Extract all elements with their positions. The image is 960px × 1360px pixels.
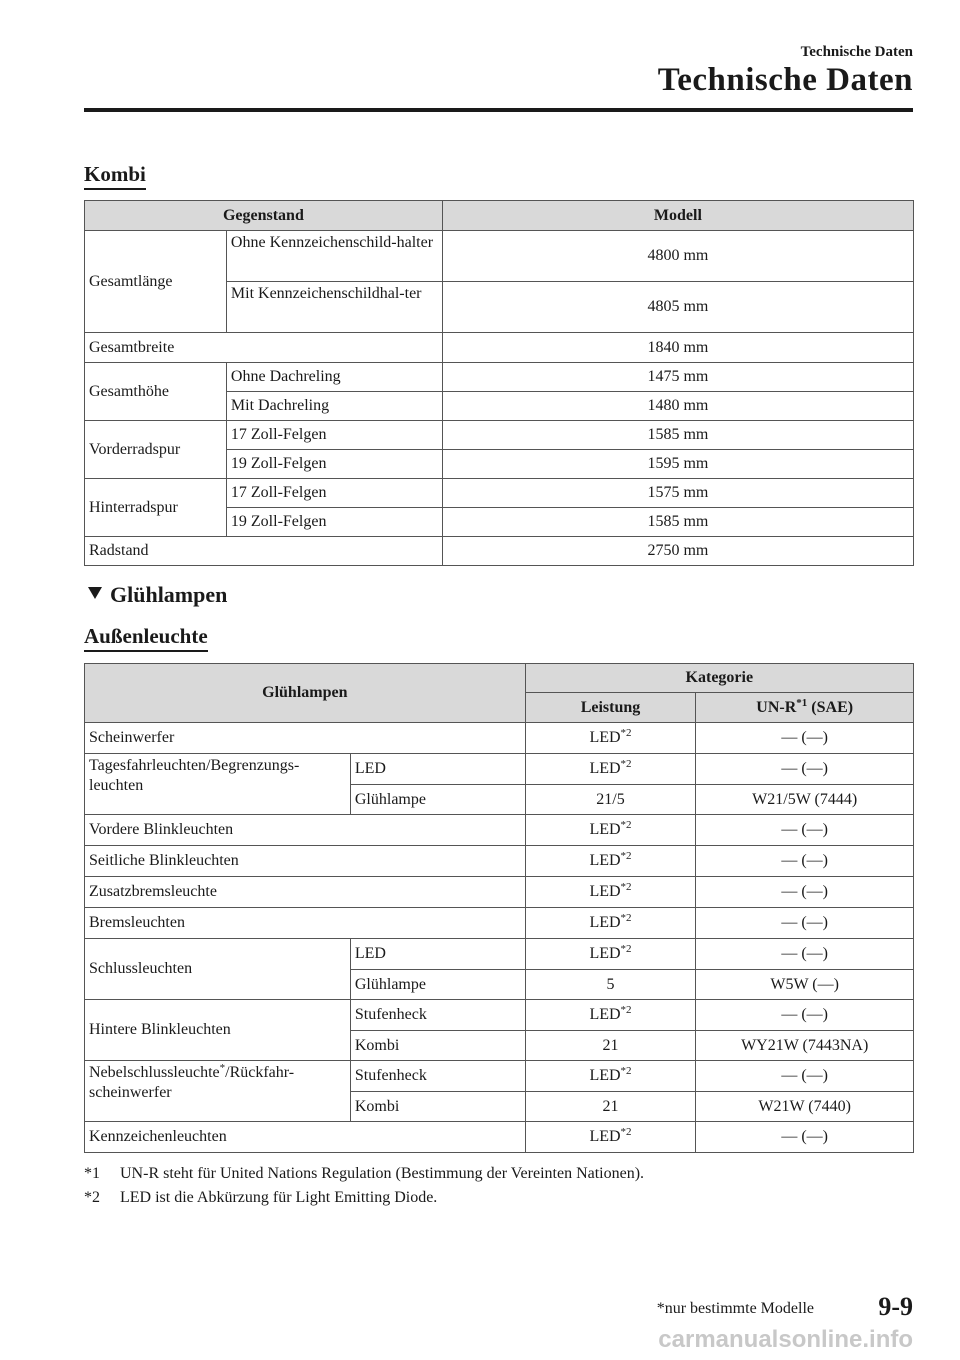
col-header-bulbs: Glühlampen xyxy=(85,664,526,723)
row-value: 1585 mm xyxy=(442,421,913,450)
watermark: carmanualsonline.info xyxy=(658,1326,913,1353)
table-row xyxy=(85,723,914,754)
lamp-power: 21 xyxy=(525,1031,696,1061)
table-row xyxy=(85,421,914,450)
row-value: 1840 mm xyxy=(442,333,913,363)
header-section-label: Technische Daten xyxy=(800,44,913,60)
col-header-unr xyxy=(696,693,914,723)
row-sublabel: Mit Kennzeichenschildhal-ter xyxy=(226,282,442,333)
footnote-ref: *2 xyxy=(620,1126,632,1138)
led-text: LED xyxy=(589,914,621,931)
lamp-unr: — (—) xyxy=(696,754,914,785)
lamp-name: Tagesfahrleuchten/Begrenzungs-leuchten xyxy=(85,754,351,815)
row-value: 1575 mm xyxy=(442,479,913,508)
lamp-variant: Stufenheck xyxy=(350,1000,525,1031)
lamp-variant: Kombi xyxy=(350,1092,525,1122)
footnote-ref: *2 xyxy=(620,1004,632,1016)
lamp-variant: Kombi xyxy=(350,1031,525,1061)
row-sublabel: Ohne Dachreling xyxy=(226,363,442,392)
lamp-name: Scheinwerfer xyxy=(85,723,526,754)
lamp-variant: Glühlampe xyxy=(350,785,525,815)
lamp-power xyxy=(525,723,696,754)
sae-label: (SAE) xyxy=(807,698,854,716)
footnote-ref: *2 xyxy=(620,758,632,770)
lamp-power xyxy=(525,939,696,970)
led-text: LED xyxy=(589,760,621,777)
dimensions-table xyxy=(84,200,914,566)
row-sublabel: Ohne Kennzeichenschild-halter xyxy=(226,231,442,282)
row-sublabel: 17 Zoll-Felgen xyxy=(226,479,442,508)
footnote-ref: *2 xyxy=(620,850,632,862)
row-value: 1585 mm xyxy=(442,508,913,537)
row-value: 1475 mm xyxy=(442,363,913,392)
lamp-power xyxy=(525,877,696,908)
row-value: 4800 mm xyxy=(442,231,913,282)
led-text: LED xyxy=(589,945,621,962)
lamp-unr: W5W (―) xyxy=(696,970,914,1000)
triangle-down-icon xyxy=(88,587,102,599)
table-row xyxy=(85,1061,914,1092)
lamp-power: 21/5 xyxy=(525,785,696,815)
lamp-name: Seitliche Blinkleuchten xyxy=(85,846,526,877)
table-row xyxy=(85,1122,914,1153)
lamp-name-part: Nebelschlussleuchte xyxy=(89,1064,220,1081)
footnote-text: LED ist die Abkürzung für Light Emitting Diode. xyxy=(120,1189,438,1206)
row-value: 2750 mm xyxy=(442,537,913,566)
footnote-mark: *1 xyxy=(84,1165,100,1182)
row-sublabel: 17 Zoll-Felgen xyxy=(226,421,442,450)
lamp-unr: W21/5W (7444) xyxy=(696,785,914,815)
row-value: 4805 mm xyxy=(442,282,913,333)
footnote-ref: *2 xyxy=(620,1065,632,1077)
col-header-category: Kategorie xyxy=(525,664,913,693)
lamp-unr: — (—) xyxy=(696,939,914,970)
led-text: LED xyxy=(589,883,621,900)
exterior-bulbs-table xyxy=(84,663,914,1153)
bulbs-heading xyxy=(88,582,227,608)
row-label: Hinterradspur xyxy=(85,479,227,537)
row-label: Vorderradspur xyxy=(85,421,227,479)
section-title-exterior: Außenleuchte xyxy=(84,624,208,652)
led-text: LED xyxy=(589,1006,621,1023)
lamp-power xyxy=(525,846,696,877)
table-row xyxy=(85,908,914,939)
table-row xyxy=(85,479,914,508)
col-header-item: Gegenstand xyxy=(85,201,443,231)
lamp-unr: — (—) xyxy=(696,877,914,908)
table-row xyxy=(85,363,914,392)
led-text: LED xyxy=(589,852,621,869)
lamp-power xyxy=(525,815,696,846)
led-text: LED xyxy=(589,729,621,746)
table-row xyxy=(85,231,914,282)
page-number: 9-9 xyxy=(878,1292,913,1321)
lamp-unr: — (—) xyxy=(696,908,914,939)
footnote-text: UN-R steht für United Nations Regulation (Bestimmung der Vereinten Nationen). xyxy=(120,1165,645,1182)
lamp-unr: — (—) xyxy=(696,815,914,846)
row-value: 1480 mm xyxy=(442,392,913,421)
lamp-variant: LED xyxy=(350,754,525,785)
lamp-name xyxy=(85,1061,351,1122)
lamp-power xyxy=(525,1061,696,1092)
lamp-power xyxy=(525,754,696,785)
row-label: Radstand xyxy=(85,537,443,566)
row-sublabel: Mit Dachreling xyxy=(226,392,442,421)
table-row xyxy=(85,333,914,363)
footer-note: *nur bestimmte Modelle xyxy=(656,1300,814,1317)
row-label: Gesamtbreite xyxy=(85,333,443,363)
lamp-variant: LED xyxy=(350,939,525,970)
lamp-power xyxy=(525,1000,696,1031)
lamp-name: Vordere Blinkleuchten xyxy=(85,815,526,846)
table-row xyxy=(85,201,914,231)
row-sublabel: 19 Zoll-Felgen xyxy=(226,508,442,537)
footnote-ref: *2 xyxy=(620,727,632,739)
lamp-unr: WY21W (7443NA) xyxy=(696,1031,914,1061)
footnote-ref: *2 xyxy=(620,943,632,955)
led-text: LED xyxy=(589,1067,621,1084)
lamp-name: Kennzeichenleuchten xyxy=(85,1122,526,1153)
row-label: Gesamthöhe xyxy=(85,363,227,421)
table-row xyxy=(85,815,914,846)
footnote-ref: * xyxy=(219,1062,226,1074)
lamp-name-part: /Rückfahr-scheinwerfer xyxy=(89,1064,295,1101)
table-row xyxy=(85,754,914,785)
col-header-model: Modell xyxy=(442,201,913,231)
lamp-unr: — (—) xyxy=(696,1122,914,1153)
lamp-name: Bremsleuchten xyxy=(85,908,526,939)
led-text: LED xyxy=(589,821,621,838)
lamp-name: Schlussleuchten xyxy=(85,939,351,1000)
table-row xyxy=(85,537,914,566)
footnote-ref: *1 xyxy=(796,696,808,709)
lamp-unr: — (—) xyxy=(696,1061,914,1092)
footnote-1 xyxy=(84,1164,644,1184)
lamp-name: Hintere Blinkleuchten xyxy=(85,1000,351,1061)
lamp-power xyxy=(525,908,696,939)
lamp-power: 21 xyxy=(525,1092,696,1122)
row-value: 1595 mm xyxy=(442,450,913,479)
lamp-name: Zusatzbremsleuchte xyxy=(85,877,526,908)
lamp-power xyxy=(525,1122,696,1153)
table-row xyxy=(85,877,914,908)
footnote-ref: *2 xyxy=(620,881,632,893)
lamp-power: 5 xyxy=(525,970,696,1000)
footnote-ref: *2 xyxy=(620,912,632,924)
lamp-unr: — (—) xyxy=(696,723,914,754)
lamp-variant: Stufenheck xyxy=(350,1061,525,1092)
led-text: LED xyxy=(589,1128,621,1145)
table-row xyxy=(85,846,914,877)
bulbs-heading-text: Glühlampen xyxy=(110,582,228,607)
table-row xyxy=(85,1000,914,1031)
lamp-unr: — (—) xyxy=(696,1000,914,1031)
header-rule xyxy=(84,108,913,112)
table-row xyxy=(85,939,914,970)
col-header-power: Leistung xyxy=(525,693,696,723)
unr-label: UN-R xyxy=(756,698,797,716)
section-title-kombi: Kombi xyxy=(84,162,146,190)
footnote-ref: *2 xyxy=(620,819,632,831)
footnote-2 xyxy=(84,1188,437,1208)
lamp-unr: W21W (7440) xyxy=(696,1092,914,1122)
footnote-mark: *2 xyxy=(84,1189,100,1206)
row-label: Gesamtlänge xyxy=(85,231,227,333)
lamp-variant: Glühlampe xyxy=(350,970,525,1000)
row-sublabel: 19 Zoll-Felgen xyxy=(226,450,442,479)
lamp-unr: — (—) xyxy=(696,846,914,877)
header-chapter-title: Technische Daten xyxy=(657,62,913,98)
table-row xyxy=(85,664,914,693)
